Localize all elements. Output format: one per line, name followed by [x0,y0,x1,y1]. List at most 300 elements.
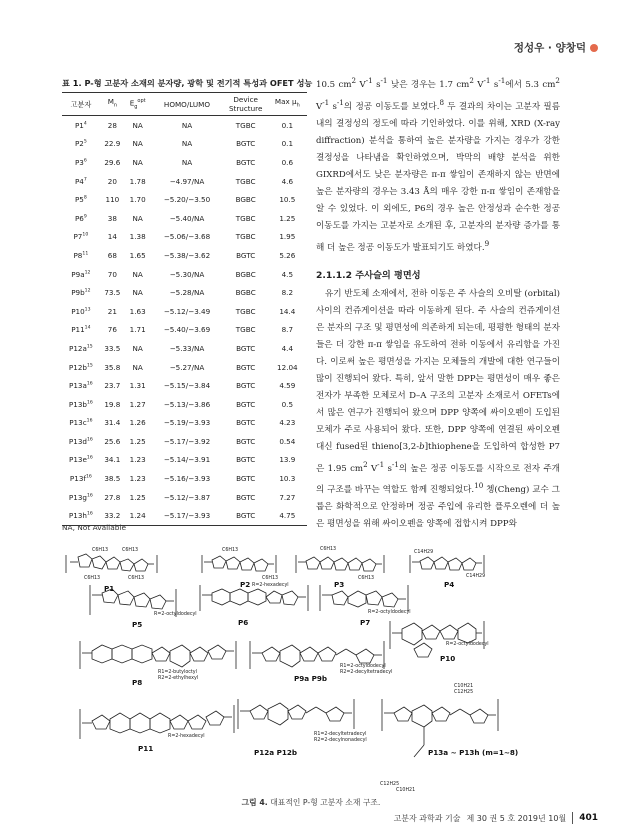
p1-sup-4: 2 [469,76,474,85]
p2-b: b [419,441,425,452]
table-row [62,116,307,135]
p1-d: 낮은 경우는 1.7 cm [387,79,470,90]
cell-device: BGBC [235,195,256,205]
p13-sub-b: C12H25 [454,690,474,695]
cell-mobility: 4.23 [279,418,296,428]
polymer-ref: 16 [86,381,93,387]
cell-eg: 1.23 [129,474,146,484]
cell-eg: 1.24 [125,506,150,525]
p3-sub-top: C6H13 [320,547,337,552]
polymer-name: P13b [68,399,87,409]
p13-sub-a: C10H21 [454,684,474,689]
cell-homo-lumo: −5.17/−3.92 [163,436,211,446]
cell-mobility: 5.26 [279,250,296,260]
col-max-mobility: Max $\mu_h$ [268,93,307,116]
p1-j: 의 정공 이동도를 보였다. [343,101,440,112]
col-eg: $E_g^{opt}$ [125,93,150,116]
cell-device: BGTC [236,418,256,428]
p12-sub-r2: R2=2-decylnonadecyl [314,738,367,743]
cell-device: TGBC [235,232,256,242]
cell-device: BGTC [236,343,256,353]
polymer-name: P11 [71,325,85,335]
p1-sup-2: -1 [365,76,373,85]
polymer-ref: 13 [84,307,91,313]
table-row [62,488,307,507]
table-row [62,395,307,414]
table-caption-text: P-형 고분자 소재의 분자량, 광학 및 전기적 특성과 OFET 성능 [84,78,313,88]
footer-divider [572,812,573,824]
cell-mn: 110 [105,195,120,205]
cell-device: BGBC [235,288,256,298]
col-polymer: 고분자 [62,93,100,116]
cell-polymer [62,469,100,488]
cell-eg: 1.38 [129,232,146,242]
cell-polymer [62,190,100,209]
cell-mobility: 4.75 [268,506,307,525]
cell-device: TGBC [235,325,256,335]
cell-eg: NA [132,120,143,130]
cell-mn: 28 [107,120,117,130]
polymer-name: P13a [68,381,87,391]
cell-eg: NA [132,213,143,223]
cell-mn: 68 [107,250,117,260]
cell-polymer [62,376,100,395]
polymer-ref: 11 [82,251,89,257]
cell-eg: 1.71 [129,325,146,335]
cell-mn: 33.5 [104,343,121,353]
polymer-name: P8 [73,250,83,260]
cell-mn: 70 [107,269,117,279]
cell-polymer [62,246,100,265]
cell-mobility: 10.3 [279,474,296,484]
cell-mobility: 4.59 [279,381,296,391]
label-p5: P5 [132,620,143,629]
cell-eg: NA [132,139,143,149]
cell-mn: 25.6 [104,436,121,446]
p1-sup-3: -1 [380,76,388,85]
table-row [62,228,307,247]
table-row [62,321,307,340]
cell-eg: 1.63 [129,306,146,316]
structure-p1 [66,554,157,573]
label-p4: P4 [444,580,455,589]
cell-mn: 23.7 [104,381,121,391]
p9-sub-r2: R2=2-decyltetradecyl [340,670,393,675]
structure-p3 [296,555,384,573]
cell-device: BGTC [236,474,256,484]
cell-mn: 38 [107,213,117,223]
cell-homo-lumo: −5.16/−3.93 [163,474,211,484]
p2-sub-top: C6H13 [222,548,239,553]
cell-mn: 22.9 [104,139,121,149]
cell-device: BGTC [236,250,256,260]
polymer-ref: 16 [86,437,93,443]
label-p10: P10 [440,654,456,663]
table-caption [62,78,312,89]
cell-homo-lumo: −5.15/−3.84 [163,381,211,391]
cell-homo-lumo: −4.97/NA [169,176,205,186]
cell-mobility: 13.9 [279,455,296,465]
label-p2: P2 [240,580,251,589]
polymer-name: P13e [68,455,87,465]
p1-sup-7: 2 [555,76,560,85]
cell-mobility: 8.7 [281,325,294,335]
cell-polymer [62,265,100,284]
cell-eg: 1.27 [129,399,146,409]
cell-mobility: 0.54 [279,436,296,446]
p5-sub-r: R=2-octyldodecyl [154,612,197,617]
polymer-ref: 8 [83,195,87,201]
p2-sup-1: 2 [363,459,368,469]
page-number: 401 [579,813,598,823]
col-device-structure: Device Structure [224,93,268,116]
cell-polymer [62,414,100,433]
cell-homo-lumo: −5.38/−3.62 [163,250,211,260]
cell-polymer [62,358,100,377]
cell-device: BGTC [236,139,256,149]
cell-mn: 29.6 [104,157,121,167]
polymer-ref: 16 [86,400,93,406]
cell-polymer [62,488,100,507]
cell-device: BGTC [236,399,256,409]
col-mn: $M_n$ [100,93,125,116]
table-body [62,116,307,526]
p4-sub-bot: C14H29 [466,574,486,579]
col-eg-sub: g [134,103,138,110]
cell-eg: NA [132,269,143,279]
cell-mobility: 0.6 [281,157,294,167]
cell-mn: 33.2 [100,506,125,525]
cell-homo-lumo: −5.19/−3.93 [163,418,211,428]
polymer-name: P13c [69,418,87,428]
cell-polymer [62,135,100,154]
cell-eg: 1.65 [129,250,146,260]
cell-homo-lumo: −5.06/−3.68 [163,232,211,242]
col-max-sub: h [296,102,300,109]
p1-i: s [329,101,337,112]
cell-device: BGTC [236,436,256,446]
cell-device: BGTC [236,362,256,372]
cell-homo-lumo: −5.27/NA [169,362,205,372]
cell-eg: 1.26 [129,418,146,428]
p6-sub-r: R=2-hexadecyl [252,583,289,588]
polymer-ref: 16 [86,511,93,517]
cell-mobility: 1.25 [279,213,296,223]
col-mn-sub: n [113,102,118,109]
polymer-name: P3 [74,157,84,167]
structure-p4 [410,555,484,573]
cell-mobility: 4.6 [281,176,294,186]
table-header-row [62,93,307,116]
p2-e: s [384,463,392,474]
cell-device: TGBC [235,306,256,316]
p1-e: V [473,79,484,90]
cell-mobility: 1.95 [279,232,296,242]
polymer-ref: 9 [83,214,87,220]
p13-sub-c: C12H25 [380,782,400,787]
cell-polymer [62,283,100,302]
p8-sub-r1: R1=2-butyloctyl [158,670,197,675]
cell-mobility: 14.4 [279,306,296,316]
paragraph-2 [316,286,560,534]
table-row [62,414,307,433]
cell-device: BGTC [236,455,256,465]
cell-mobility: 4.4 [281,343,294,353]
cell-eg: NA [132,157,143,167]
polymer-ref: 12 [84,270,91,276]
polymer-ref: 15 [86,344,93,350]
cell-device: BGTC [236,381,256,391]
cell-eg: NA [132,288,143,298]
cell-mn: 73.5 [104,288,121,298]
cell-mobility: 0.1 [281,139,294,149]
polymer-structures-figure [62,545,562,795]
table-row [62,190,307,209]
cell-homo-lumo: −5.17/−3.93 [150,506,223,525]
label-p3: P3 [334,580,345,589]
p1-a: 10.5 cm [316,79,352,90]
p2-sup-3: -1 [391,459,399,469]
p13-sub-d: C10H21 [396,788,416,793]
label-p9: P9a P9b [294,674,328,683]
p10-sub-r: R=2-octyldodecyl [446,642,489,647]
p2-c: ]thiophene을 도입하여 합성한 P7은 1.95 cm [316,441,560,474]
p4-sub-top: C14H29 [414,550,434,555]
cell-eg: 1.25 [129,436,146,446]
cell-device: TGBC [235,120,256,130]
table-row [62,283,307,302]
cell-polymer [62,172,100,191]
p3-sub-bot: C6H13 [358,576,375,581]
cell-mobility: 8.2 [281,288,294,298]
cell-eg: 1.70 [129,195,146,205]
cell-polymer [62,321,100,340]
table-row [62,376,307,395]
cell-homo-lumo: −5.28/NA [169,288,205,298]
polymer-name: P12a [68,343,87,353]
cell-mobility: 12.04 [277,362,298,372]
polymer-name: P9a [71,269,85,279]
ref-8: 8 [439,97,445,107]
cell-mn: 31.4 [104,418,121,428]
p1-b: V [356,79,366,90]
p1-sup-6: -1 [498,76,506,85]
cell-polymer [62,153,100,172]
p9-sub-r1: R1=2-octyldodecyl [340,664,386,669]
p1-sup-5: -1 [483,76,491,85]
cell-homo-lumo: NA [181,120,193,130]
p2-f: 의 높은 정공 이동도를 시작으로 전자 주개의 구조를 바꾸는 역할도 함께 진행되었다. [316,463,560,496]
col-homo-lumo: HOMO/LUMO [150,93,223,116]
polymer-table [62,92,307,526]
polymer-name: P1 [74,120,84,130]
p11-sub-r: R=2-hexadecyl [168,734,205,739]
polymer-name: P6 [74,213,84,223]
p2-a: 유기 반도체 소재에서, 전하 이동은 주 사슬의 오비탈 (orbital) 사이의 컨쥬게이션을 따라 이동하게 된다. 주 사슬의 컨쥬게이션은 분자의 구조 및 평면성에 의존하게 되는데, 평평한 형태의 분자들은 더 강한 π-π 쌓임을 유도하여 전하 이동에서 유리함을 가진다. 이로써 높은 평면성을 가지는 모체들의 개발에 대한 연구들이 많이 진행되어 왔다. 특히, 앞서 말한 DPP는 평면성이 매우 좋은 전자가 부족한 모체로서 D–A 구조의 고분자 소재로서 OFETs에서 많은 연구가 진행되어 왔으며 DPP 양쪽에 싸이오펜이 도입된 모체가 주로 사용되어 왔다. 또한, DPP 양쪽에 연결된 싸이오펜 대신 fused된 thieno[3,2- [316,288,560,452]
cell-polymer [62,395,100,414]
structure-p8 [80,641,236,669]
p2-sup-2: -1 [377,459,385,469]
cell-polymer [62,451,100,470]
cell-device: BGBC [235,269,256,279]
header-authors: 정성우 · 양창덕 [513,42,586,54]
structure-p11 [80,705,234,739]
polymer-ref: 7 [83,177,87,183]
cell-mn: 76 [107,325,117,335]
table-row [62,451,307,470]
p1-h: V [316,101,323,112]
table-row [62,302,307,321]
cell-mn: 19.8 [104,399,121,409]
body-text-column [316,72,560,533]
label-p1: P1 [104,584,115,593]
polymer-name: P13h [68,511,87,521]
cell-mobility: 0.1 [281,120,294,130]
cell-polymer [62,432,100,451]
label-p11: P11 [138,744,154,753]
label-p13: P13a ~ P13h (m=1~8) [428,748,519,757]
section-heading: 2.1.1.2 주사슬의 평면성 [316,269,421,281]
col-eg-sup: opt [137,97,146,104]
cell-homo-lumo: −5.33/NA [169,343,205,353]
cell-mobility: 4.5 [281,269,294,279]
cell-homo-lumo: −5.40/−3.69 [163,325,211,335]
figure-caption [0,797,622,808]
label-p6: P6 [238,618,249,627]
cell-mn: 27.8 [104,492,121,502]
figure-caption-label: 그림 4. [241,798,268,807]
polymer-name: P13f [69,474,86,484]
p7-sub-r: R=2-octyldodecyl [368,610,411,615]
cell-eg: NA [132,343,143,353]
label-p8: P8 [132,678,143,687]
cell-mobility: 0.5 [281,399,294,409]
p1-f: s [490,79,499,90]
paragraph-1 [316,72,560,257]
cell-homo-lumo: −5.12/−3.49 [163,306,211,316]
cell-polymer [62,302,100,321]
cell-device: BGTC [236,492,256,502]
p1-l: 두 결과의 차이는 고분자 필름 내의 결정성의 정도에 따라 기인하였다. 이를 위해, XRD (X-ray diffraction) 분석을 통하여 높은 분자량을 가지는 경우가 강한 결정성을 나타냄을 확인하였으며, 박막의 배향 분석을 위한 GIXRD에서도 낮은 분자량은 π-π 쌓임이 존재하지 않는 반면에 높은 분자량의 경우는 3.43 Å의 매우 강한 π-π 쌓임이 존재함을 알 수 있었다. 이 외에도, P6의 경우 높은 안정성과 순수한 정공 이동도를 가지는 고분자로 소개된 후, 고분자의 분자량 증가를 통해 더 높은 정공 이동도가 발표되기도 하였다. [316,101,560,253]
structure-p2 [202,555,276,573]
table-row [62,172,307,191]
p1-sub-bot-a: C6H13 [84,576,101,581]
polymer-name: P4 [74,176,84,186]
footer-issue: 제 30 권 5 호 2019년 10월 [466,813,567,823]
cell-polymer [62,209,100,228]
polymer-ref: 5 [83,140,87,145]
polymer-ref: 4 [83,121,87,127]
ref-9: 9 [484,238,490,248]
cell-mn: 35.8 [104,362,121,372]
polymer-name: P10 [71,306,85,316]
page-footer [394,812,598,824]
structure-p10 [390,621,484,657]
label-p12: P12a P12b [254,748,298,757]
label-p7: P7 [360,618,371,627]
polymer-ref: 10 [82,232,89,238]
p2-h: 쳉(Cheng) 교수 그룹은 화학적으로 안정하며 정공 주입에 유리한 플루오렌에 더 높은 평면성을 위해 싸이오펜을 양쪽에 접합시켜 DPP와 [316,485,560,530]
cell-homo-lumo: −5.12/−3.87 [163,492,211,502]
p2-d: V [367,463,378,474]
cell-device: TGBC [235,213,256,223]
cell-homo-lumo: NA [181,139,193,149]
table-note: NA, Not Available [62,523,127,532]
table-row [62,246,307,265]
ref-10: 10 [474,481,484,491]
table-row [62,469,307,488]
p2-sub-bot: C6H13 [262,576,279,581]
p1-g: 에서 5.3 cm [505,79,556,90]
cell-mn: 14 [107,232,117,242]
polymer-name: P7 [73,232,83,242]
cell-homo-lumo: −5.20/−3.50 [163,195,211,205]
p1-sub-bot-b: C6H13 [128,576,145,581]
cell-mn: 34.1 [104,455,121,465]
cell-mobility: 7.27 [279,492,296,502]
table-row [62,153,307,172]
p12-sub-r1: R1=2-decyltetradecyl [314,732,367,737]
polymer-ref: 15 [86,363,93,369]
structure-p6 [200,585,308,611]
polymer-name: P5 [74,195,84,205]
polymer-name: P13g [68,492,87,502]
cell-device: BGTC [224,506,268,525]
polymer-ref: 16 [86,418,93,424]
cell-polymer [62,116,100,135]
p1-sub-top-a: C6H13 [92,548,109,553]
footer-journal: 고분자 과학과 기술 [393,813,461,823]
polymer-name: P13d [68,436,87,446]
polymer-ref: 6 [83,158,87,164]
p1-c: s [372,79,381,90]
table-row [62,339,307,358]
cell-eg: 1.23 [129,455,146,465]
table-row [62,265,307,284]
p1-sup-9: -1 [336,97,344,107]
cell-homo-lumo: −5.13/−3.86 [163,399,211,409]
cell-mn: 21 [107,306,117,316]
cell-eg: NA [132,362,143,372]
table-caption-label: 표 1. [62,78,82,88]
polymer-ref: 14 [84,325,91,331]
polymer-ref: 16 [86,456,93,462]
table-row [62,209,307,228]
structure-p12 [238,699,354,729]
cell-homo-lumo: −5.40/NA [169,213,205,223]
cell-mn: 20 [107,176,117,186]
cell-homo-lumo: −5.30/NA [169,269,205,279]
cell-polymer [62,339,100,358]
p1-sup-8: -1 [322,97,330,107]
cell-polymer [62,228,100,247]
polymer-ref: 16 [86,493,93,499]
table-row [62,135,307,154]
table-row [62,432,307,451]
cell-device: TGBC [235,176,256,186]
cell-eg: 1.25 [129,492,146,502]
cell-mobility: 10.5 [279,195,296,205]
polymer-name: P12b [68,362,87,372]
cell-eg: 1.78 [129,176,146,186]
running-header [514,40,598,55]
p1-sub-top-b: C6H13 [122,548,139,553]
cell-eg: 1.31 [129,381,146,391]
table-row [62,358,307,377]
polymer-name: P2 [74,139,84,149]
polymer-ref: 16 [85,474,92,480]
cell-homo-lumo: −5.14/−3.91 [163,455,211,465]
